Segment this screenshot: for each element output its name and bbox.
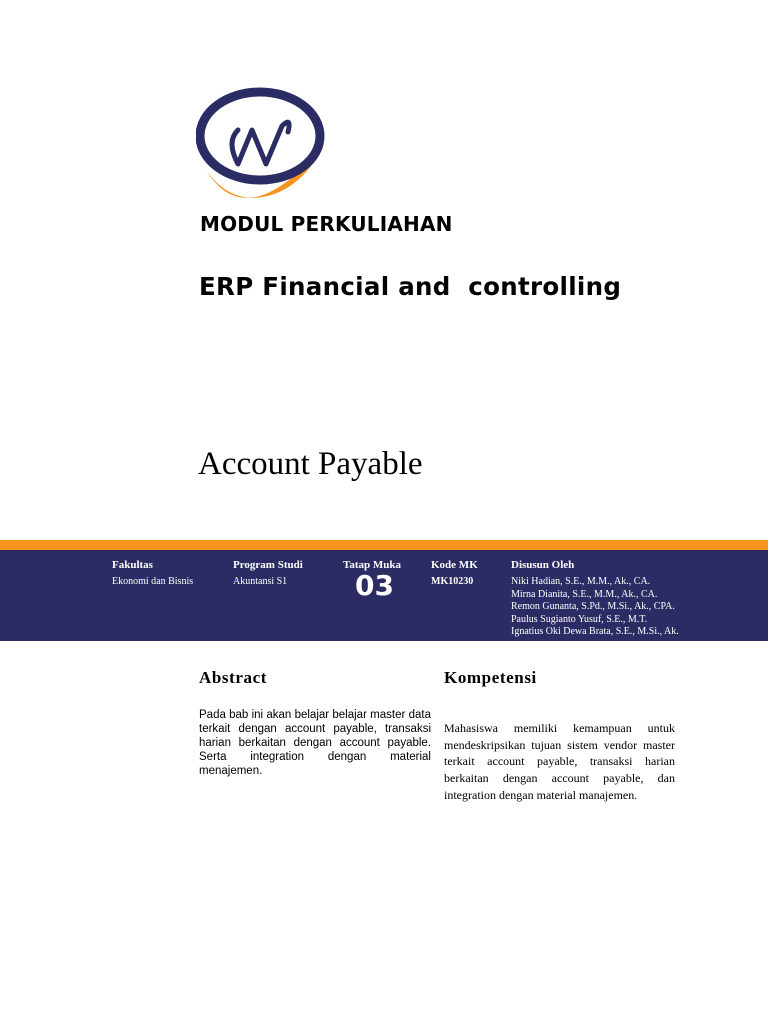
program-studi-column [233, 559, 303, 589]
accent-stripe [0, 540, 768, 550]
kompetensi-section [444, 668, 675, 804]
author-name: Niki Hadian, S.E., M.M., Ak., CA. [511, 576, 651, 587]
program-studi-value: Akuntansi S1 [233, 576, 288, 587]
author-list [511, 576, 679, 639]
fakultas-column [112, 559, 193, 589]
kompetensi-body: Mahasiswa memiliki kemampuan untuk mendeskripsikan tujuan sistem vendor master terkait account payable, transaksi harian berkaitan dengan account payable, dan integration dengan material manajemen. [444, 721, 675, 802]
disusun-oleh-label: Disusun Oleh [511, 559, 575, 571]
author-name: Paulus Sugianto Yusuf, S.E., M.T. [511, 613, 648, 625]
abstract-body: Pada bab ini akan belajar belajar master data terkait dengan account payable, transaksi harian berkaitan dengan account payable. Serta integration dengan material menajemen. [199, 709, 431, 777]
author-name: Ignatius Oki Dewa Brata, S.E., M.Si., Ak. [511, 626, 679, 638]
course-title: ERP Financial and controlling [199, 272, 622, 301]
kode-mk-value: MK10230 [431, 576, 474, 587]
tatap-muka-label: Tatap Muka [343, 559, 401, 571]
fakultas-label: Fakultas [112, 559, 153, 571]
tatap-muka-column [343, 559, 401, 603]
module-label: MODUL PERKULIAHAN [200, 212, 453, 236]
kode-mk-column [431, 559, 478, 589]
program-studi-label: Program Studi [233, 559, 303, 571]
kode-mk-label: Kode MK [431, 559, 478, 571]
author-name: Mirna Dianita, S.E., M.M., Ak., CA. [511, 588, 658, 600]
course-info-band [0, 550, 768, 641]
mercu-buana-logo-icon [196, 86, 330, 208]
kompetensi-heading: Kompetensi [444, 668, 537, 687]
session-number: 03 [355, 569, 394, 602]
topic-title: Account Payable [198, 446, 423, 482]
abstract-heading: Abstract [199, 668, 268, 687]
fakultas-value: Ekonomi dan Bisnis [112, 576, 194, 587]
author-name: Remon Gunanta, S.Pd., M.Si., Ak., CPA. [511, 601, 675, 613]
disusun-oleh-column [511, 559, 679, 639]
abstract-section [199, 668, 431, 778]
